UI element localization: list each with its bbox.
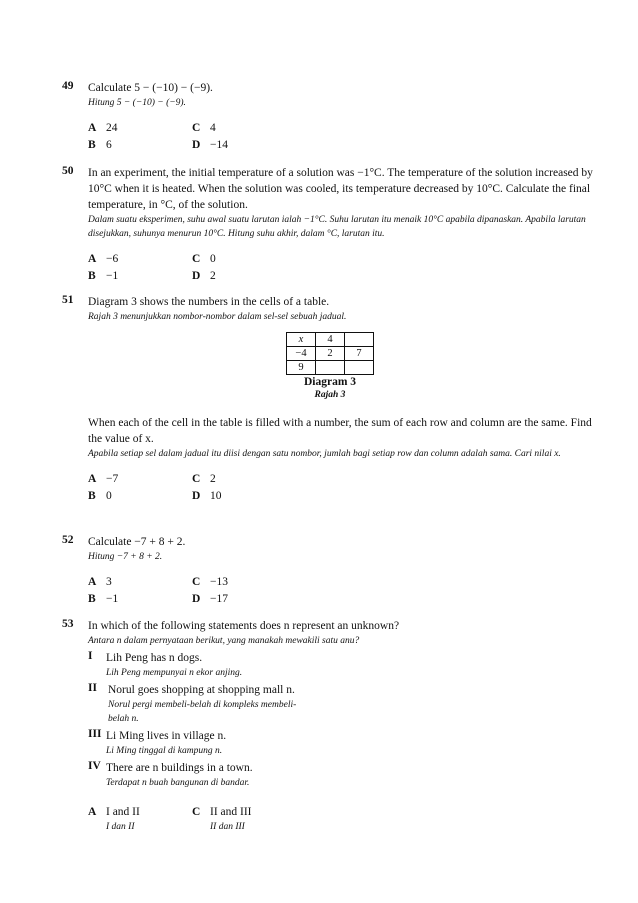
question-text-ms: Antara n dalam pernyataan berikut, yang manakah mewakili satu anu? (88, 636, 360, 646)
table-cell (345, 333, 374, 347)
answer-options: A −6 B −1 C 0 D 2 (88, 253, 216, 282)
question-number: 49 (62, 80, 74, 92)
caption-ms: Rajah 3 (314, 390, 346, 400)
question-text-ms: Rajah 3 menunjukkan nombor-nombor dalam sel-sel sebuah jadual. (88, 312, 347, 322)
table-cell: 4 (316, 333, 345, 347)
statement-iii: III Li Ming lives in village n. Li Ming tinggal di kampung n. (88, 728, 227, 756)
question-text-ms: Dalam suatu eksperimen, suhu awal suatu larutan ialah −1°C. Suhu larutan itu menaik 10°C apabila dipanaskan. Apabila larutan disejukkan, suhunya menurun 10°C. Hitung suhu akhir, dalam °C, larutan itu. (88, 215, 586, 239)
question-text-ms: Hitung −7 + 8 + 2. (88, 552, 163, 562)
question-text-ms: Hitung 5 − (−10) − (−9). (88, 98, 186, 108)
question-number: 50 (62, 165, 74, 177)
question-text-en: Calculate 5 − (−10) − (−9). (88, 82, 213, 94)
question-text-en: Calculate −7 + 8 + 2. (88, 536, 186, 548)
table-cell: x (287, 333, 316, 347)
question-text-en-2: When each of the cell in the table is filled with a number, the sum of each row and column are the same. Find the value of x. (88, 417, 592, 445)
table-cell (345, 361, 374, 375)
answer-options: A −7 B 0 C 2 D 10 (88, 473, 222, 502)
statement-i: I Lih Peng has n dogs. Lih Peng mempunyai n ekor anjing. (88, 650, 243, 678)
table-cell: −4 (287, 347, 316, 361)
diagram-caption (282, 375, 378, 401)
answer-options: A 3 B −1 C −13 D −17 (88, 576, 228, 605)
caption-en: Diagram 3 (303, 376, 357, 388)
question-text-en: In an experiment, the initial temperature of a solution was −1°C. The temperature of the solution increased by 10°C when it is heated. When the solution was cooled, its temperature decreased by 10°C. Calculate the final temperature, in °C, of the solution. (88, 167, 593, 211)
table-row (287, 361, 374, 375)
table-cell: 7 (345, 347, 374, 361)
question-text-en: In which of the following statements does n represent an unknown? (88, 620, 400, 632)
diagram-3-table (286, 332, 374, 375)
table-cell: 9 (287, 361, 316, 375)
table-cell: 2 (316, 347, 345, 361)
question-number: 53 (62, 618, 74, 630)
statement-ii: II Norul goes shopping at shopping mall n. Norul pergi membeli-belah di kompleks membeli-belah n. (88, 682, 297, 724)
table-row (287, 347, 374, 361)
table-row (287, 333, 374, 347)
statement-iv: IV There are n buildings in a town. Terdapat n buah bangunan di bandar. (88, 760, 253, 788)
answer-options: A I and II I dan II C II and III II dan III (88, 806, 252, 832)
question-text-en: Diagram 3 shows the numbers in the cells of a table. (88, 296, 330, 308)
question-text-ms-2: Apabila setiap sel dalam jadual itu diisi dengan satu nombor, jumlah bagi setiap row dan column adalah sama. Cari nilai x. (88, 449, 561, 459)
table-cell (316, 361, 345, 375)
question-number: 52 (62, 534, 74, 546)
question-number: 51 (62, 294, 74, 306)
answer-options: A 24 B 6 C 4 D −14 (88, 122, 228, 151)
